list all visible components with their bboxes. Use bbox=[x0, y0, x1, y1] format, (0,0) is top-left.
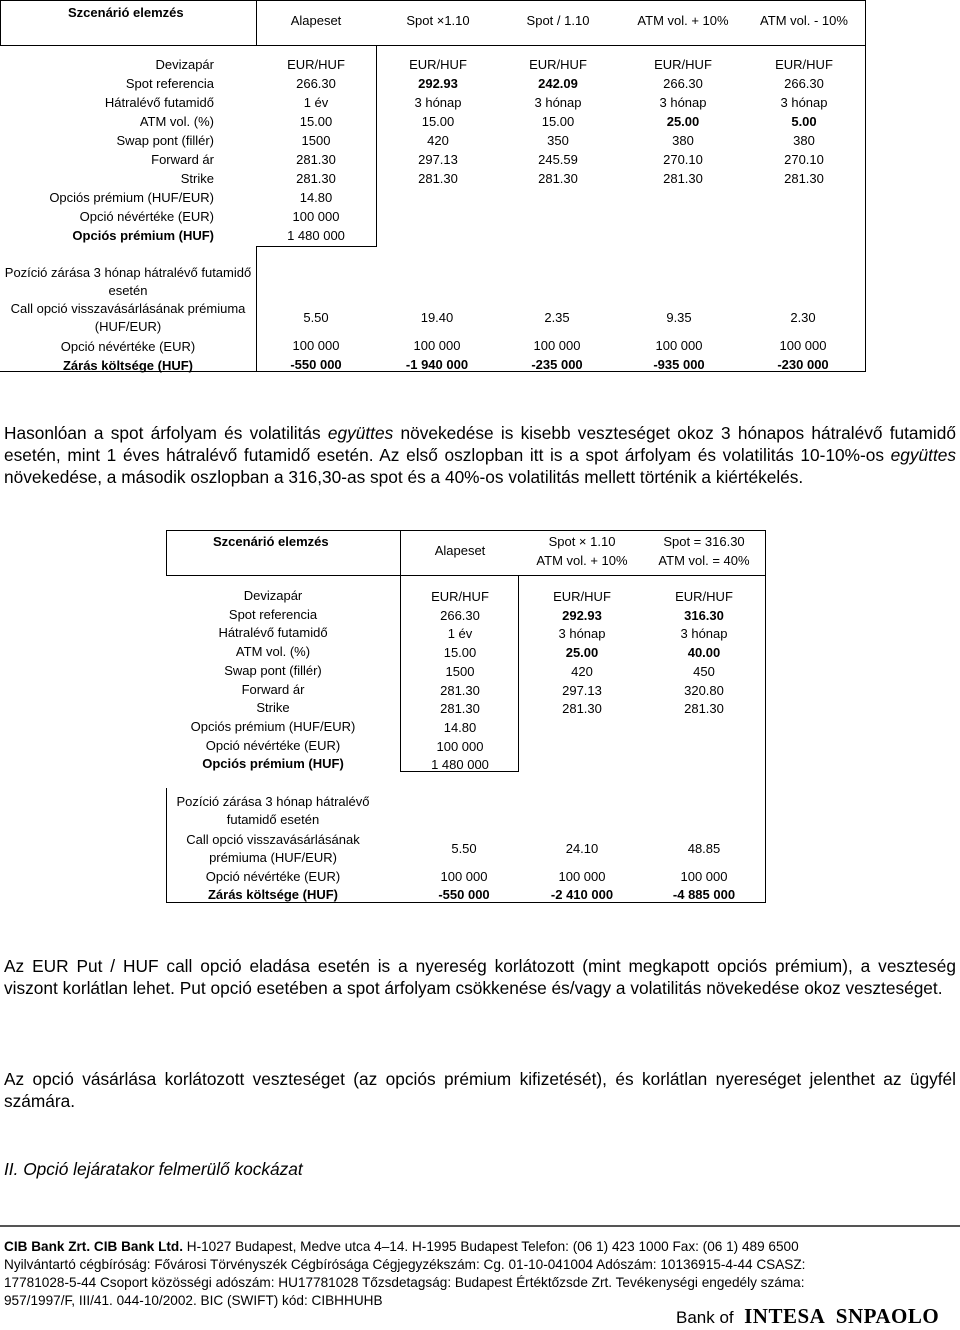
table1-cell: 25.00 bbox=[666, 114, 700, 129]
table2-col-header: Spot = 316.30 bbox=[663, 534, 745, 549]
table1-cell: 281.30 bbox=[296, 152, 336, 167]
table1-cell: 15.00 bbox=[421, 114, 455, 129]
table2-title-divider bbox=[400, 530, 401, 575]
table1-title-divider bbox=[256, 0, 257, 45]
table1-cell: 245.59 bbox=[538, 152, 578, 167]
table1-cell: 281.30 bbox=[538, 171, 578, 186]
table1-cell: 266.30 bbox=[784, 76, 824, 91]
logo-intesa: INTESA bbox=[744, 1304, 826, 1328]
table1-row-label: Devizapár bbox=[155, 57, 214, 72]
footer-rule bbox=[0, 1225, 960, 1227]
table1-close-cell: 9.35 bbox=[666, 310, 692, 325]
table2-cell: 14.80 bbox=[443, 719, 477, 735]
table2-row-label: Spot referencia bbox=[228, 606, 318, 622]
footer-address: H-1027 Budapest, Medve utca 4–14. H-1995 Budapest Telefon: (06 1) 423 1000 Fax: (06 1) 489 6500 bbox=[183, 1239, 799, 1254]
table2-premium-box-left bbox=[400, 575, 401, 772]
table2-close-cell: -550 000 bbox=[438, 887, 490, 902]
table1-cell: 270.10 bbox=[784, 152, 824, 167]
table1-cell: 3 hónap bbox=[414, 95, 462, 110]
table1-close-cell: -550 000 bbox=[290, 357, 342, 372]
table1-row-label: Swap pont (fillér) bbox=[116, 133, 214, 148]
table1-top-border bbox=[0, 0, 866, 1]
table2-row-label: ATM vol. (%) bbox=[235, 644, 311, 660]
table2-close-cell: 100 000 bbox=[558, 869, 606, 884]
table2-close-heading: Pozíció zárása 3 hónap hátralévő futamidő esetén bbox=[176, 794, 370, 827]
table1-cell: 281.30 bbox=[418, 171, 458, 186]
table1-close-cell: 100 000 bbox=[292, 338, 340, 353]
table2-row-label: Devizapár bbox=[243, 588, 303, 603]
table2-cell: 320.80 bbox=[684, 682, 724, 698]
table1-row-label: Opciós prémium (HUF) bbox=[72, 228, 214, 243]
table1-cell: 1 480 000 bbox=[287, 228, 345, 243]
table1-cell: 1500 bbox=[301, 133, 331, 148]
table1-cell: 266.30 bbox=[296, 76, 336, 91]
table2-cell: 281.30 bbox=[440, 701, 480, 717]
table2-top-border bbox=[166, 530, 766, 531]
table1-cell: 15.00 bbox=[541, 114, 575, 129]
logo-sanpaolo: SNPAOLO bbox=[835, 1304, 940, 1328]
logo-bank-of: Bank of bbox=[676, 1308, 734, 1327]
footer-company: CIB Bank Zrt. CIB Bank Ltd. bbox=[4, 1239, 183, 1254]
table1-close-cell: 5.50 bbox=[303, 310, 329, 325]
table1-close-cell: -235 000 bbox=[531, 357, 583, 372]
table1-cell: 3 hónap bbox=[534, 95, 582, 110]
table1-cell: EUR/HUF bbox=[287, 57, 345, 72]
table2-row-label: Strike bbox=[256, 700, 290, 716]
table1-cell: 270.10 bbox=[663, 152, 703, 167]
table1-right-border bbox=[865, 0, 866, 372]
table1-close-cell: 2.30 bbox=[790, 310, 816, 325]
table2-cell: 297.13 bbox=[562, 682, 602, 698]
table2-cell: 420 bbox=[571, 663, 593, 679]
table2-cell: 100 000 bbox=[436, 738, 484, 754]
table2-close-cell: 24.10 bbox=[565, 841, 599, 856]
table2-close-cell: -2 410 000 bbox=[550, 887, 614, 902]
table1-left-border bbox=[0, 0, 1, 45]
table2-close-cell: 5.50 bbox=[451, 841, 477, 856]
table1-cell: 420 bbox=[427, 133, 449, 148]
table1-close-label: Zárás költsége (HUF) bbox=[62, 358, 194, 373]
table1-cell: EUR/HUF bbox=[529, 57, 587, 72]
table1-cell: 350 bbox=[547, 133, 569, 148]
table2-cell: 40.00 bbox=[687, 645, 721, 661]
table1-close-cell: -935 000 bbox=[653, 357, 705, 372]
table1-close-heading: Pozíció zárása 3 hónap hátralévő futamidő esetén bbox=[4, 265, 252, 298]
table1-cell: EUR/HUF bbox=[654, 57, 712, 72]
table2-cell: EUR/HUF bbox=[553, 589, 611, 604]
table2-close-label: Opció névértéke (EUR) bbox=[205, 869, 341, 884]
table2-row-label: Forward ár bbox=[241, 681, 305, 697]
table2-cell: EUR/HUF bbox=[675, 589, 733, 604]
table1-cell: 5.00 bbox=[791, 114, 817, 129]
table1-close-cell: 19.40 bbox=[420, 310, 454, 325]
table1-row-label: Hátralévő futamidő bbox=[104, 95, 214, 110]
table2-col-header: Spot × 1.10 bbox=[548, 534, 616, 549]
table2-title: Szcenárió elemzés bbox=[213, 534, 329, 549]
table2-row-label: Opció névértéke (EUR) bbox=[205, 737, 341, 753]
table1-col-header: ATM vol. + 10% bbox=[637, 13, 729, 28]
table1-row-label: Forward ár bbox=[151, 152, 214, 167]
table1-close-cell: -1 940 000 bbox=[405, 357, 469, 372]
table1-cell: 3 hónap bbox=[780, 95, 828, 110]
table1-premium-box-right bbox=[376, 45, 377, 247]
footer-line-2: Nyilvántartó cégbíróság: Fővárosi Törvényszék Cégbírósága Cégjegyzékszám: Cg. 01-10-041004 Adószám: 10136915-4-44 CSASZ: bbox=[4, 1257, 806, 1272]
table2-premium-box-right bbox=[518, 575, 519, 772]
table1-row-label: Opció névértéke (EUR) bbox=[79, 209, 214, 224]
table2-cell: 1500 bbox=[445, 663, 475, 679]
table1-cell: 3 hónap bbox=[659, 95, 707, 110]
table2-row-label: Hátralévő futamidő bbox=[218, 625, 328, 641]
table2-right-border bbox=[765, 530, 766, 903]
table2-cell: 25.00 bbox=[565, 645, 599, 661]
table2-cell: 292.93 bbox=[562, 607, 602, 623]
table1-cell: 15.00 bbox=[299, 114, 333, 129]
table2-cell: 1 év bbox=[447, 626, 473, 642]
paragraph-1-emphasis: együttes bbox=[327, 423, 394, 443]
table1-cell: 281.30 bbox=[296, 171, 336, 186]
footer-line-4: 957/1997/F, III/41. 044-10/2002. BIC (SWIFT) kód: CIBHHUHB bbox=[4, 1293, 383, 1308]
table2-cell: 281.30 bbox=[440, 682, 480, 698]
table1-close-cell: -230 000 bbox=[777, 357, 829, 372]
table1-cell: EUR/HUF bbox=[409, 57, 467, 72]
table1-cell: 292.93 bbox=[418, 76, 458, 91]
table1-cell: 380 bbox=[793, 133, 815, 148]
table2-close-cell: 100 000 bbox=[680, 869, 728, 884]
table2-close-cell: 100 000 bbox=[440, 869, 488, 884]
table1-cell: 281.30 bbox=[663, 171, 703, 186]
table1-cell: 297.13 bbox=[418, 152, 458, 167]
table1-title: Szcenárió elemzés bbox=[68, 5, 184, 20]
table2-close-cell: 48.85 bbox=[687, 841, 721, 856]
table2-col-header: Alapeset bbox=[434, 543, 486, 558]
table1-row-label: ATM vol. (%) bbox=[139, 114, 214, 129]
footer-line-3: 17781028-5-44 Csoport közösségi adószám: HU17781028 Tőzsdetagság: Budapest Értéktőzsde Zrt. Tevékenységi engedély száma: bbox=[4, 1275, 805, 1290]
table1-header-border bbox=[0, 45, 866, 46]
section-heading: II. Opció lejáratakor felmerülő kockázat bbox=[4, 1159, 303, 1179]
table2-header-border bbox=[166, 575, 766, 576]
table1-cell: 100 000 bbox=[292, 209, 340, 224]
table1-close-label: Opció névértéke (EUR) bbox=[60, 339, 196, 354]
paragraph-3: Az opció vásárlása korlátozott veszteséget (az opciós prémium kifizetését), és korlátlan nyereséget jelenthet az ügyfél számára. bbox=[4, 1069, 956, 1111]
table1-col-header: Spot ×1.10 bbox=[406, 13, 470, 28]
table2-cell: 3 hónap bbox=[558, 626, 606, 642]
table1-cell: 266.30 bbox=[663, 76, 703, 91]
table1-cell: 281.30 bbox=[784, 171, 824, 186]
table2-cell: 3 hónap bbox=[680, 626, 728, 642]
table2-col-header: ATM vol. + 10% bbox=[536, 553, 628, 568]
paragraph-1-text: növekedése is kisebb veszteséget okoz 3 hónapos hátralévő futamidő esetén, mint 1 éves hátralévő futamidő esetén. Az első oszlopban itt is a spot árfolyam és volatilitás 10-10%-os bbox=[4, 423, 956, 465]
table1-cell: 1 év bbox=[303, 95, 329, 110]
table2-cell: 266.30 bbox=[440, 607, 480, 623]
table2-cell: 450 bbox=[693, 663, 715, 679]
table1-row-label: Opciós prémium (HUF/EUR) bbox=[49, 190, 214, 205]
table1-cell: EUR/HUF bbox=[775, 57, 833, 72]
table2-row-label: Opciós prémium (HUF) bbox=[202, 756, 344, 772]
footer-line-1 bbox=[4, 1238, 799, 1255]
table1-col-header: Spot / 1.10 bbox=[526, 13, 590, 28]
table1-row-label: Spot referencia bbox=[125, 76, 214, 91]
table1-cell: 14.80 bbox=[299, 190, 333, 205]
paragraph-1-text: Hasonlóan a spot árfolyam és volatilitás bbox=[4, 423, 328, 443]
table2-cell: 316.30 bbox=[684, 607, 724, 623]
table2-row-label: Swap pont (fillér) bbox=[224, 662, 322, 678]
table1-close-cell: 100 000 bbox=[413, 338, 461, 353]
table1-cell: 380 bbox=[672, 133, 694, 148]
table1-col-header: ATM vol. - 10% bbox=[760, 13, 848, 28]
table2-col-header: ATM vol. = 40% bbox=[658, 553, 750, 568]
table1-row-label: Strike bbox=[180, 171, 214, 186]
table2-section-left bbox=[166, 788, 167, 903]
table1-section-divider bbox=[256, 247, 257, 372]
paragraph-2: Az EUR Put / HUF call opció eladása esetén is a nyereség korlátozott (mint megkapott opciós prémium), a veszteség viszont korlátlan lehet. Put opció esetében a spot árfolyam csökkenése és/vagy a volatilitás növekedése okoz veszteséget. bbox=[4, 956, 956, 998]
table2-cell: EUR/HUF bbox=[431, 589, 489, 604]
table1-close-cell: 100 000 bbox=[533, 338, 581, 353]
bank-logo bbox=[676, 1304, 939, 1329]
paragraph-1-text: növekedése, a második oszlopban a 316,30-as spot és a 40%-os volatilitás mellett történik a kiértékelés. bbox=[4, 466, 804, 487]
table1-close-cell: 2.35 bbox=[544, 310, 570, 325]
paragraph-1 bbox=[4, 423, 956, 488]
table2-left-border bbox=[166, 530, 167, 575]
table2-cell: 15.00 bbox=[443, 645, 477, 661]
table2-cell: 1 480 000 bbox=[431, 757, 489, 773]
table2-close-cell: -4 885 000 bbox=[672, 887, 736, 902]
paragraph-1-emphasis: együttes bbox=[890, 444, 956, 465]
table2-close-label: Zárás költsége (HUF) bbox=[207, 887, 339, 902]
table1-close-cell: 100 000 bbox=[779, 338, 827, 353]
table2-row-label: Opciós prémium (HUF/EUR) bbox=[190, 718, 356, 734]
table1-close-cell: 100 000 bbox=[655, 338, 703, 353]
table1-premium-box-bottom bbox=[256, 246, 376, 247]
table1-close-label: Call opció visszavásárlásának prémiuma (HUF/EUR) bbox=[10, 301, 246, 334]
table2-cell: 281.30 bbox=[562, 701, 602, 717]
table2-close-label: Call opció visszavásárlásának prémiuma (HUF/EUR) bbox=[186, 832, 360, 865]
table1-col-header: Alapeset bbox=[290, 13, 342, 28]
table1-cell: 242.09 bbox=[538, 76, 578, 91]
table2-cell: 281.30 bbox=[684, 701, 724, 717]
